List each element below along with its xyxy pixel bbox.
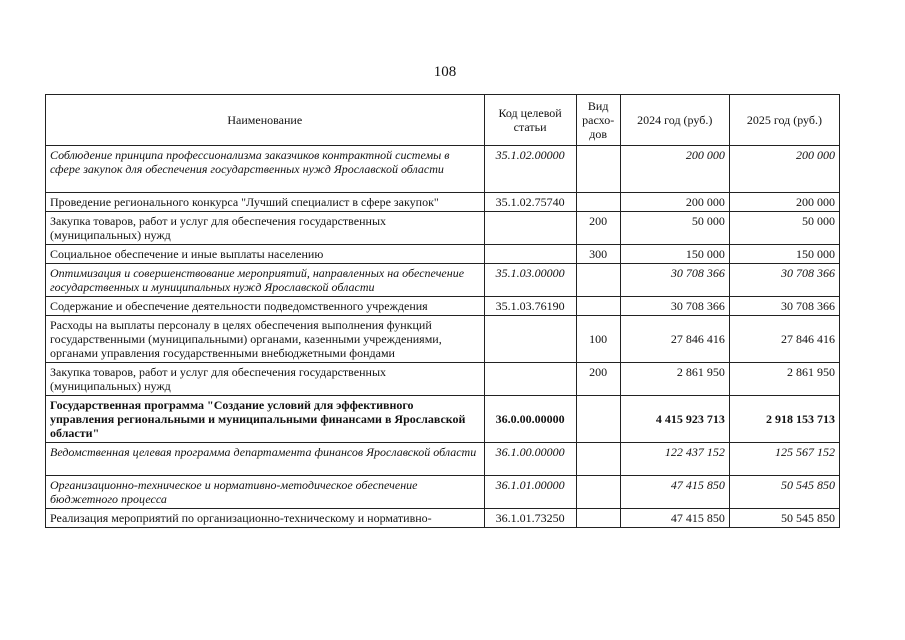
- table-row: [46, 443, 840, 476]
- row-code: 36.1.01.00000: [484, 476, 576, 509]
- header-year-2024: 2024 год (руб.): [620, 95, 729, 146]
- table-row: [46, 509, 840, 528]
- table-row: [46, 264, 840, 297]
- row-year-2025: 150 000: [729, 245, 839, 264]
- row-year-2025: 50 545 850: [729, 476, 839, 509]
- row-year-2024: 47 415 850: [620, 476, 729, 509]
- row-year-2025: 200 000: [729, 146, 839, 193]
- row-type: 300: [576, 245, 620, 264]
- row-type: [576, 193, 620, 212]
- table-row: [46, 363, 840, 396]
- row-year-2024: 200 000: [620, 193, 729, 212]
- table-header-row: [46, 95, 840, 146]
- row-name: Расходы на выплаты персоналу в целях обеспечения выполнения функций государственными (муниципальными) органами, казенными учреждениями, органами управления государственными внебюджетными фондами: [46, 316, 485, 363]
- row-code: 35.1.02.00000: [484, 146, 576, 193]
- page-number: 108: [433, 64, 457, 80]
- row-code: [484, 212, 576, 245]
- budget-table: [45, 94, 840, 528]
- row-name: Организационно-техническое и нормативно-методическое обеспечение бюджетного процесса: [46, 476, 485, 509]
- row-type: [576, 297, 620, 316]
- row-name: Социальное обеспечение и иные выплаты населению: [46, 245, 485, 264]
- row-year-2024: 30 708 366: [620, 264, 729, 297]
- row-year-2025: 30 708 366: [729, 297, 839, 316]
- row-year-2024: 50 000: [620, 212, 729, 245]
- row-type: [576, 146, 620, 193]
- row-code: 36.0.00.00000: [484, 396, 576, 443]
- table-row: [46, 245, 840, 264]
- row-name: Содержание и обеспечение деятельности подведомственного учреждения: [46, 297, 485, 316]
- row-year-2025: 50 545 850: [729, 509, 839, 528]
- row-name: Государственная программа "Создание условий для эффективного управления региональными и муниципальными финансами в Ярославской области": [46, 396, 485, 443]
- row-code: [484, 245, 576, 264]
- header-type: Вид расхо-дов: [576, 95, 620, 146]
- row-code: 36.1.00.00000: [484, 443, 576, 476]
- row-type: [576, 509, 620, 528]
- row-year-2024: 27 846 416: [620, 316, 729, 363]
- row-name: Проведение регионального конкурса "Лучший специалист в сфере закупок": [46, 193, 485, 212]
- row-name: Соблюдение принципа профессионализма заказчиков контрактной системы в сфере закупок для обеспечения государственных нужд Ярославской области: [46, 146, 485, 193]
- header-name: Наименование: [46, 95, 485, 146]
- row-name: Реализация мероприятий по организационно-техническому и нормативно-: [46, 509, 485, 528]
- table-row: [46, 396, 840, 443]
- row-code: 35.1.02.75740: [484, 193, 576, 212]
- row-type: [576, 264, 620, 297]
- row-year-2024: 4 415 923 713: [620, 396, 729, 443]
- row-code: 35.1.03.76190: [484, 297, 576, 316]
- row-year-2025: 125 567 152: [729, 443, 839, 476]
- table-row: [46, 146, 840, 193]
- row-year-2025: 2 918 153 713: [729, 396, 839, 443]
- table-row: [46, 316, 840, 363]
- row-year-2025: 50 000: [729, 212, 839, 245]
- row-year-2025: 30 708 366: [729, 264, 839, 297]
- table-row: [46, 476, 840, 509]
- row-type: 200: [576, 212, 620, 245]
- row-code: 36.1.01.73250: [484, 509, 576, 528]
- row-code: [484, 316, 576, 363]
- table-row: [46, 193, 840, 212]
- row-name: Ведомственная целевая программа департамента финансов Ярославской области: [46, 443, 485, 476]
- row-type: [576, 443, 620, 476]
- row-year-2024: 150 000: [620, 245, 729, 264]
- row-year-2025: 200 000: [729, 193, 839, 212]
- row-year-2025: 27 846 416: [729, 316, 839, 363]
- row-year-2024: 47 415 850: [620, 509, 729, 528]
- table-row: [46, 212, 840, 245]
- row-code: 35.1.03.00000: [484, 264, 576, 297]
- row-code: [484, 363, 576, 396]
- row-year-2024: 122 437 152: [620, 443, 729, 476]
- table-row: [46, 297, 840, 316]
- row-type: [576, 476, 620, 509]
- row-name: Закупка товаров, работ и услуг для обеспечения государственных (муниципальных) нужд: [46, 212, 485, 245]
- header-year-2025: 2025 год (руб.): [729, 95, 839, 146]
- header-code: Код целевой статьи: [484, 95, 576, 146]
- row-year-2024: 30 708 366: [620, 297, 729, 316]
- row-type: 100: [576, 316, 620, 363]
- row-name: Закупка товаров, работ и услуг для обеспечения государственных (муниципальных) нужд: [46, 363, 485, 396]
- row-type: [576, 396, 620, 443]
- row-year-2024: 200 000: [620, 146, 729, 193]
- row-type: 200: [576, 363, 620, 396]
- row-year-2024: 2 861 950: [620, 363, 729, 396]
- row-name: Оптимизация и совершенствование мероприятий, направленных на обеспечение государственных и муниципальных нужд Ярославской области: [46, 264, 485, 297]
- row-year-2025: 2 861 950: [729, 363, 839, 396]
